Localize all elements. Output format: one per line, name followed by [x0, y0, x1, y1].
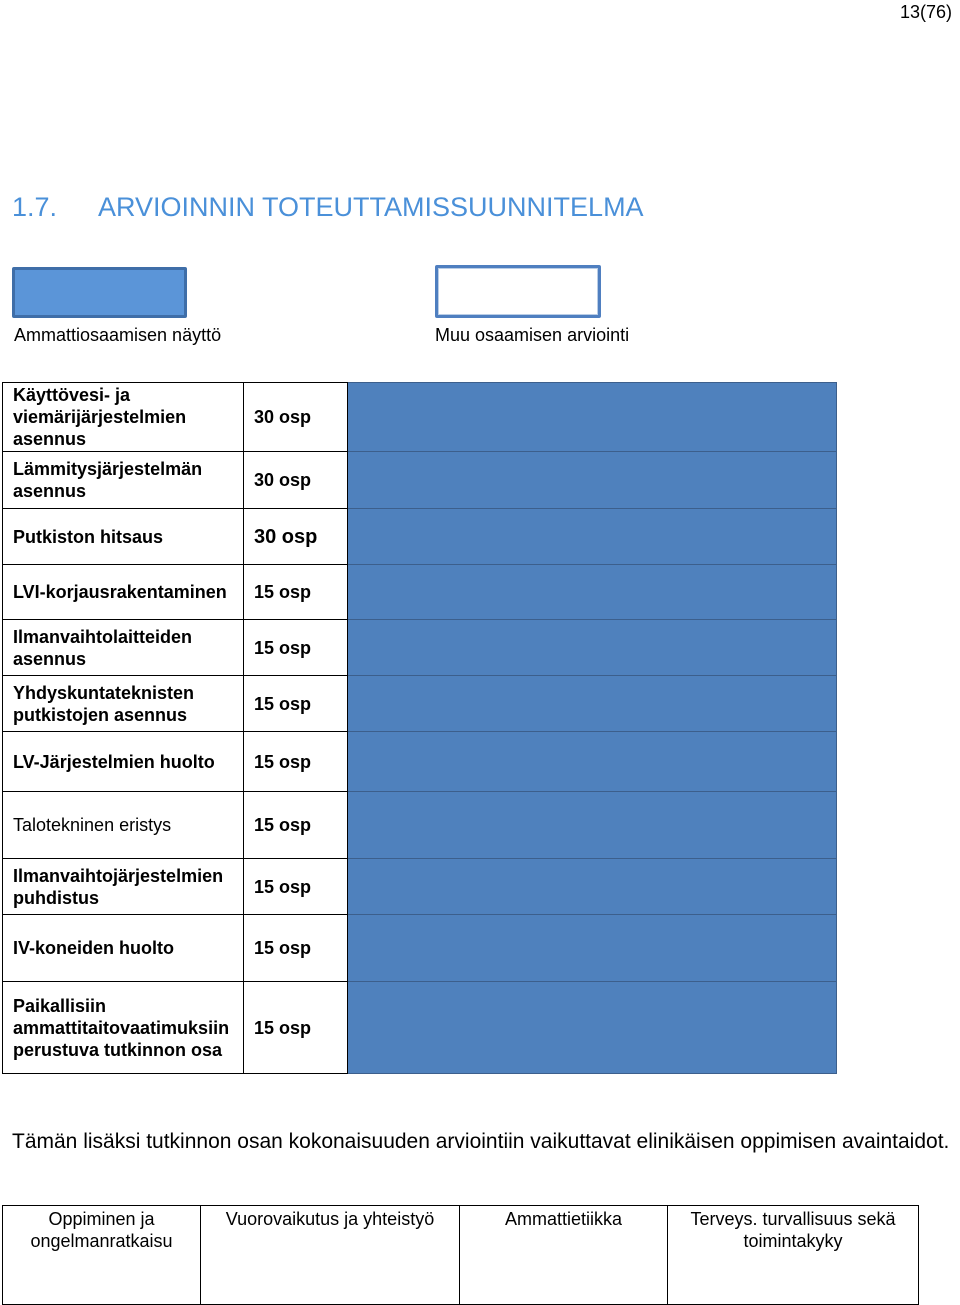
table-row — [3, 620, 837, 676]
demonstration-cell — [348, 982, 837, 1074]
unit-credits: 15 osp — [244, 565, 348, 620]
legend-swatch-demonstration — [12, 267, 187, 318]
unit-credits: 15 osp — [244, 915, 348, 982]
demonstration-cell — [348, 676, 837, 732]
demonstration-cell — [348, 859, 837, 915]
demonstration-cell — [348, 452, 837, 509]
unit-name: LVI-korjausrakentaminen — [3, 565, 244, 620]
table-row — [3, 676, 837, 732]
key-skill-learning: Oppiminen ja ongelmanratkaisu — [3, 1206, 201, 1305]
unit-name: Ilmanvaihtolaitteiden asennus — [3, 620, 244, 676]
table-row — [3, 383, 837, 452]
demonstration-cell — [348, 732, 837, 792]
table-row — [3, 1206, 919, 1305]
assessment-plan-table — [2, 382, 837, 1074]
unit-name: Käyttövesi- ja viemärijärjestelmien asennus — [3, 383, 244, 452]
table-row — [3, 509, 837, 565]
unit-name: Lämmitysjärjestelmän asennus — [3, 452, 244, 509]
demonstration-cell — [348, 565, 837, 620]
section-heading — [12, 192, 644, 223]
page-number: 13(76) — [899, 2, 952, 22]
table-row — [3, 565, 837, 620]
key-skill-health-safety: Terveys. turvallisuus sekä toimintakyky — [668, 1206, 919, 1305]
legend-label-other-assessment: Muu osaamisen arviointi — [435, 325, 630, 345]
section-number: 1.7. — [12, 192, 58, 222]
table-row — [3, 732, 837, 792]
unit-credits: 15 osp — [244, 982, 348, 1074]
unit-credits: 30 osp — [244, 452, 348, 509]
unit-name: LV-Järjestelmien huolto — [3, 732, 244, 792]
demonstration-cell — [348, 620, 837, 676]
unit-credits: 15 osp — [244, 732, 348, 792]
demonstration-cell — [348, 915, 837, 982]
demonstration-cell — [348, 792, 837, 859]
demonstration-cell — [348, 509, 837, 565]
legend-swatch-other-assessment — [435, 265, 601, 318]
unit-credits: 15 osp — [244, 792, 348, 859]
table-row — [3, 792, 837, 859]
unit-credits: 15 osp — [244, 620, 348, 676]
unit-name: Putkiston hitsaus — [3, 509, 244, 565]
table-row — [3, 982, 837, 1074]
unit-credits: 30 osp — [244, 509, 348, 565]
key-skills-note: Tämän lisäksi tutkinnon osan kokonaisuuden arviointiin vaikuttavat elinikäisen oppimisen avaintaidot. — [12, 1130, 950, 1153]
key-skills-table — [2, 1205, 919, 1305]
unit-credits: 15 osp — [244, 676, 348, 732]
key-skill-ethics: Ammattietiikka — [460, 1206, 668, 1305]
unit-name: Yhdyskuntateknisten putkistojen asennus — [3, 676, 244, 732]
unit-name: IV-koneiden huolto — [3, 915, 244, 982]
demonstration-cell — [348, 383, 837, 452]
legend-label-demonstration: Ammattiosaamisen näyttö — [14, 325, 222, 345]
unit-credits: 15 osp — [244, 859, 348, 915]
section-title: ARVIOINNIN TOTEUTTAMISSUUNNITELMA — [98, 192, 644, 222]
unit-name: Paikallisiin ammattitaitovaatimuksiin perustuva tutkinnon osa — [3, 982, 244, 1074]
table-row — [3, 859, 837, 915]
unit-name: Talotekninen eristys — [3, 792, 244, 859]
unit-credits: 30 osp — [244, 383, 348, 452]
unit-name: Ilmanvaihtojärjestelmien puhdistus — [3, 859, 244, 915]
key-skill-interaction: Vuorovaikutus ja yhteistyö — [201, 1206, 460, 1305]
table-row — [3, 452, 837, 509]
table-row — [3, 915, 837, 982]
